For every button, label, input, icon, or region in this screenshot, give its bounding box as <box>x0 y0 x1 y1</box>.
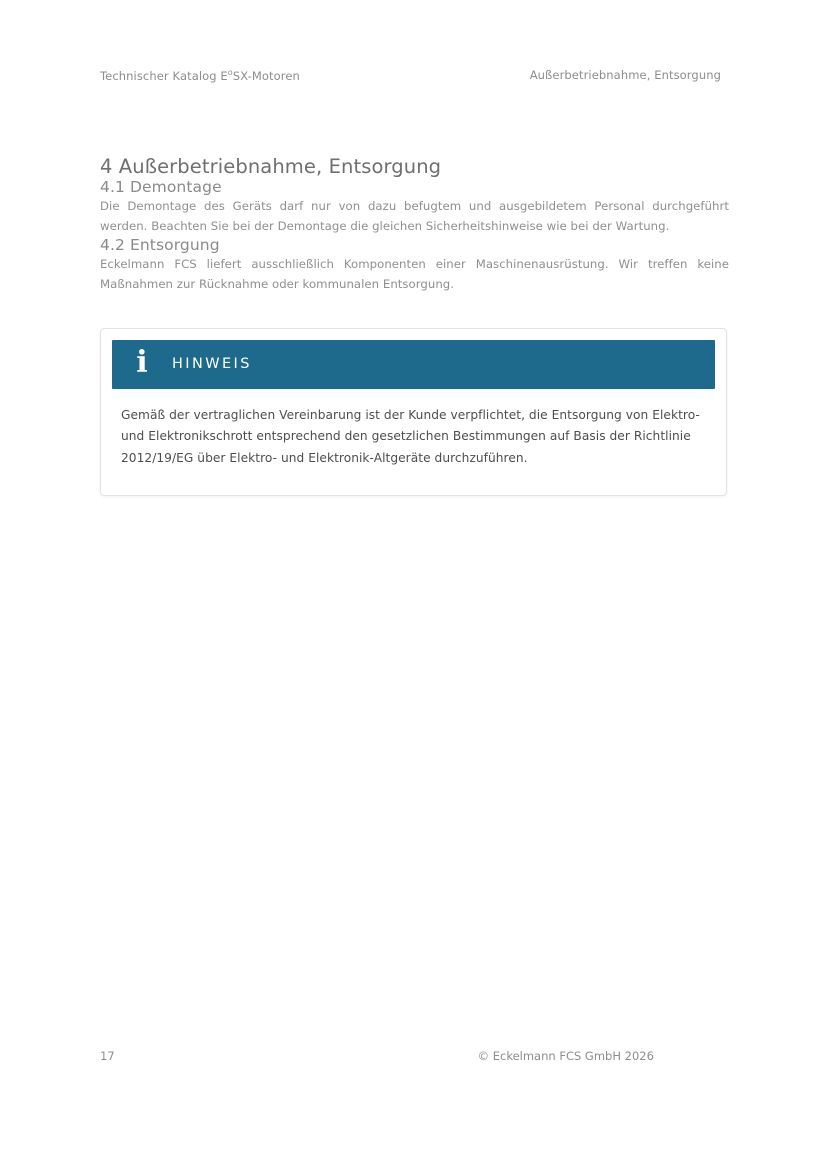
page-number: 17 <box>100 1049 115 1063</box>
page-title: 4 Außerbetriebnahme, Entsorgung <box>100 155 442 178</box>
running-header-left-superscript: o <box>227 68 233 77</box>
section-heading-entsorgung: 4.2 Entsorgung <box>100 236 220 255</box>
note-callout-text: Gemäß der vertraglichen Vereinbarung ist der Kunde verpflichtet, die Entsorgung von Elektro- und Elektronikschrott entsprechend den gesetzlichen Bestimmungen auf Basis der Richtlinie 2012/19/EG über Elektro- und Elektronik-Altgeräte durchzuführen. <box>121 407 700 465</box>
section-paragraph-entsorgung: Eckelmann FCS liefert ausschließlich Komponenten einer Maschinenausrüstung. Wir treffen keine Maßnahmen zur Rücknahme oder kommunalen Entsorgung. <box>100 257 729 292</box>
running-header-left-suffix: SX-Motoren <box>232 68 300 83</box>
running-header <box>100 68 721 83</box>
note-callout <box>100 328 727 496</box>
note-callout-header <box>112 340 715 389</box>
page-content <box>100 155 729 496</box>
section-paragraph-demontage: Die Demontage des Geräts darf nur von dazu befugtem und ausgebildetem Personal durchgeführt werden. Beachten Sie bei der Demontage die gleichen Sicherheitshinweise wie bei der Wartung. <box>100 199 729 234</box>
footer-copyright: © Eckelmann FCS GmbH 2026 <box>477 1049 654 1063</box>
section-heading-demontage: 4.1 Demontage <box>100 178 222 196</box>
info-icon: i <box>136 345 148 380</box>
page-footer <box>100 1049 721 1063</box>
running-header-left-prefix: Technischer Katalog E <box>100 68 228 83</box>
running-header-left <box>100 68 300 83</box>
note-callout-title: HINWEIS <box>172 356 252 372</box>
running-header-right: Außerbetriebnahme, Entsorgung <box>529 68 721 82</box>
